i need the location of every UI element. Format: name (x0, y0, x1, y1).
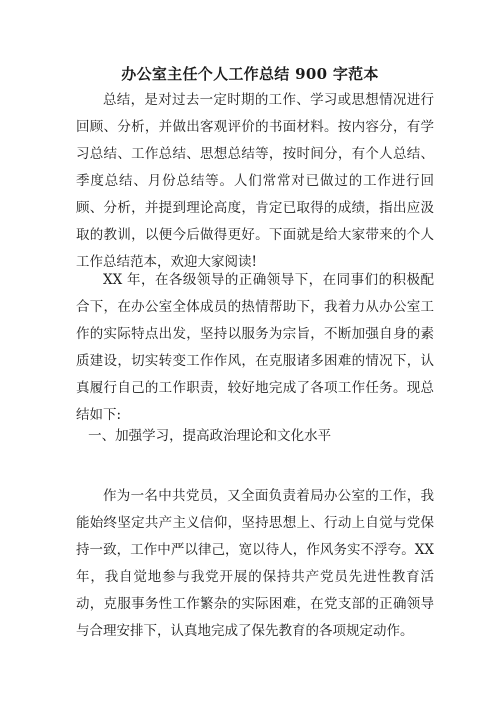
intro-paragraph: 总结，是对过去一定时期的工作、学习或思想情况进行回顾、分析，并做出客观评价的书面材料。按内容分，有学习总结、工作总结、思想总结等，按时间分，有个人总结、季度总结、月份总结等。人们常常对已做过的工作进行回顾、分析，并提到理论高度，肯定已取得的成绩，指出应汲取的教训，以便今后做得更好。下面就是给大家带来的个人工作总结范本，欢迎大家阅读! (76, 92, 434, 270)
section-paragraph: 作为一名中共党员，又全面负责着局办公室的工作，我能始终坚定共产主义信仰，坚持思想上、行动上自觉与党保持一致，工作中严以律己，宽以待人，作风务实不浮夸。XX 年，我自觉地参与我党开展的保持共产党员先进性教育活动，克服事务性工作繁杂的实际困难，在党支部的正确领导与合理安排下，认真地完成了保先教育的各项规定动作。 (76, 488, 434, 639)
overview-paragraph: XX 年，在各级领导的正确领导下，在同事们的积极配合下，在办公室全体成员的热情帮助下，我着力从办公室工作的实际特点出发，坚持以服务为宗旨，不断加强自身的素质建设，切实转变工作作风，在克服诸多困难的情况下，认真履行自己的工作职责，较好地完成了各项工作任务。现总结如下: (76, 272, 434, 423)
document-title: 办公室主任个人工作总结 900 字范本 (121, 65, 379, 83)
section-heading: 一、加强学习，提高政治理论和文化水平 (88, 428, 332, 444)
